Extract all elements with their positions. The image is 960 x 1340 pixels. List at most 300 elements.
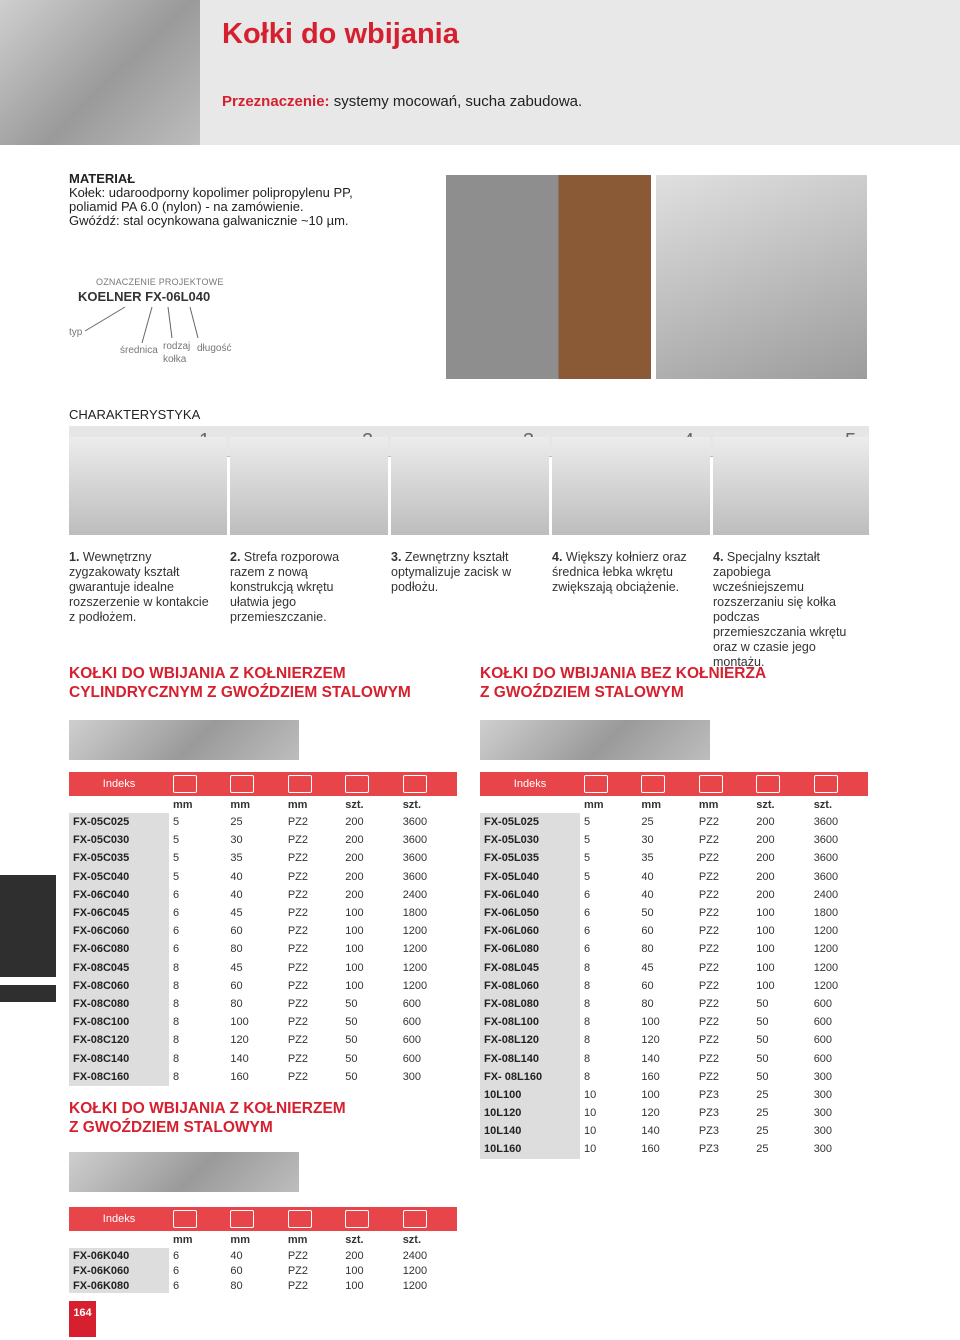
material-block	[69, 172, 353, 228]
table-cell: 600	[402, 1052, 422, 1065]
table-cell: 1800	[813, 907, 839, 920]
table-row	[480, 849, 868, 867]
product-index: FX-08C100	[69, 1013, 169, 1031]
unit-label: mm	[173, 1233, 193, 1246]
table-cell: 8	[584, 1070, 591, 1083]
product-index: FX-08C140	[69, 1049, 169, 1067]
table-cell: 2400	[402, 1249, 428, 1262]
table-cell: 8	[173, 961, 180, 974]
table-row	[480, 1140, 868, 1158]
table-cell: 600	[402, 1016, 422, 1029]
product-index: FX-08C045	[69, 959, 169, 977]
side-tab-marker	[0, 985, 56, 1002]
table-row	[480, 940, 868, 958]
column-header-index: Indeks	[69, 772, 169, 796]
product-index: FX-08L140	[480, 1049, 580, 1067]
designation-label: OZNACZENIE PROJEKTOWE	[96, 277, 224, 287]
table-cell: PZ2	[287, 1279, 309, 1292]
table-cell: 5	[173, 816, 180, 829]
table-cell: 10	[584, 1143, 597, 1156]
table-cell: 6	[173, 925, 180, 938]
table-cell: PZ2	[287, 1052, 309, 1065]
table-cell: 40	[230, 1249, 243, 1262]
box-icon	[752, 772, 809, 796]
table-row	[69, 849, 457, 867]
product-index: FX-06L050	[480, 904, 580, 922]
material-line: Kołek: udaroodporny kopolimer polipropylenu PP,	[69, 185, 353, 200]
table-row	[480, 868, 868, 886]
table-cell: 6	[173, 1264, 180, 1277]
feature-image-3	[391, 437, 549, 535]
table-cell: 200	[345, 816, 364, 829]
table-cell: 8	[584, 997, 591, 1010]
table-cell: 1200	[813, 943, 839, 956]
product-index: FX-05L030	[480, 831, 580, 849]
table-cell: 1200	[813, 979, 839, 992]
table-row	[480, 1104, 868, 1122]
table-row	[69, 940, 457, 958]
table-cell: 60	[641, 925, 654, 938]
table-cell: 600	[813, 1052, 833, 1065]
unit-label: mm	[173, 798, 193, 811]
table-cell: 5	[584, 834, 591, 847]
product-index: FX-08C120	[69, 1031, 169, 1049]
designation-typ: typ	[69, 327, 83, 338]
length-icon	[226, 772, 283, 796]
product-index: FX-05C030	[69, 831, 169, 849]
table-row	[480, 1049, 868, 1067]
table-cell: PZ2	[287, 1034, 309, 1047]
table-cell: PZ2	[287, 961, 309, 974]
section-title-bottom: KOŁKI DO WBIJANIA Z KOŁNIERZEM Z GWOŹDZIEM STALOWYM	[69, 1100, 346, 1136]
table-cell: 25	[756, 1088, 769, 1101]
table-row	[480, 1031, 868, 1049]
table-cell: 40	[230, 870, 243, 883]
designation-rodzaj: rodzaj	[163, 341, 191, 352]
product-index: FX-06C060	[69, 922, 169, 940]
table-cell: 160	[641, 1143, 660, 1156]
table-cell: 45	[230, 961, 243, 974]
table-cell: 1200	[402, 925, 428, 938]
table-cell: 30	[641, 834, 654, 847]
table-row	[69, 959, 457, 977]
table-cell: 600	[813, 997, 833, 1010]
table-cell: 100	[756, 907, 775, 920]
table-cell: PZ2	[287, 1016, 309, 1029]
table-cell: 200	[345, 1249, 364, 1262]
table-cell: 35	[230, 852, 243, 865]
table-cell: PZ2	[698, 816, 720, 829]
material-heading: MATERIAŁ	[69, 171, 136, 186]
page-number: 164	[69, 1301, 96, 1337]
table-cell: 6	[173, 1249, 180, 1262]
table-row	[69, 1248, 457, 1263]
screw-head-icon	[284, 1207, 341, 1231]
table-cell: 6	[173, 888, 180, 901]
table-row	[480, 1086, 868, 1104]
table-cell: 200	[345, 852, 364, 865]
table-row	[69, 831, 457, 849]
drill-icon	[580, 772, 637, 796]
table-cell: 100	[345, 907, 364, 920]
table-cell: 200	[345, 870, 364, 883]
feature-image-2	[230, 437, 388, 535]
table-cell: 100	[345, 1279, 364, 1292]
product-index: FX-06K080	[69, 1278, 169, 1293]
table-cell: 600	[402, 1034, 422, 1047]
table-cell: 100	[230, 1016, 249, 1029]
table-cell: PZ2	[698, 870, 720, 883]
table-cell: 8	[173, 1034, 180, 1047]
table-cell: 300	[402, 1070, 422, 1083]
table-cell: 5	[173, 852, 180, 865]
table-cell: 3600	[402, 816, 428, 829]
units-spacer	[480, 796, 580, 813]
table-cell: 10	[584, 1107, 597, 1120]
table-row	[480, 813, 868, 831]
table-cell: 3600	[402, 834, 428, 847]
anchor-wood-photo	[446, 175, 651, 379]
table-cell: 80	[641, 943, 654, 956]
carton-icon	[399, 772, 457, 796]
characteristics-heading: CHARAKTERYSTYKA	[69, 407, 201, 422]
designation-dlugosc: długość	[197, 343, 232, 354]
table-cell: PZ2	[287, 979, 309, 992]
table-cell: PZ2	[287, 997, 309, 1010]
table-cell: PZ2	[287, 888, 309, 901]
table-cell: 50	[345, 1052, 358, 1065]
drill-icon	[169, 1207, 226, 1231]
product-index: FX-05C040	[69, 868, 169, 886]
units-spacer	[69, 796, 169, 813]
product-index: 10L140	[480, 1122, 580, 1140]
units-spacer	[69, 1231, 169, 1248]
length-icon	[226, 1207, 283, 1231]
table-cell: 1200	[402, 961, 428, 974]
table-cell: PZ3	[698, 1088, 720, 1101]
table-cell: 5	[173, 834, 180, 847]
table-cell: 200	[756, 852, 775, 865]
table-row	[480, 831, 868, 849]
purpose-line: Przeznaczenie: systemy mocowań, sucha zabudowa.	[222, 93, 583, 110]
table-cell: 2400	[813, 888, 839, 901]
table-cell: PZ2	[698, 1034, 720, 1047]
feature-text-5: 4. Specjalny kształt zapobiega wcześniejszemu rozszerzaniu się kołka podczas przemieszczania wkrętu oraz w czasie jego montażu.	[713, 550, 847, 669]
table-cell: 60	[230, 925, 243, 938]
table-cell: PZ2	[287, 816, 309, 829]
designation-code: KOELNER FX-06L040	[78, 289, 211, 304]
product-index: FX-06C040	[69, 886, 169, 904]
table-row	[480, 995, 868, 1013]
feature-text-3: 3. Zewnętrzny kształt optymalizuje zacisk w podłożu.	[391, 550, 512, 594]
table-cell: 100	[641, 1088, 660, 1101]
table-cell: 8	[173, 997, 180, 1010]
table-cell: 100	[345, 961, 364, 974]
table-row	[69, 868, 457, 886]
table-cell: 300	[813, 1125, 833, 1138]
table-cell: 6	[584, 888, 591, 901]
table-cell: 6	[173, 1279, 180, 1292]
unit-label: szt.	[345, 1233, 364, 1246]
feature-text-1: 1. Wewnętrzny zygzakowaty kształt gwarantuje idealne rozszerzenie w kontakcie z podłożem.	[69, 550, 209, 624]
product-index: FX-08L100	[480, 1013, 580, 1031]
table-cell: PZ2	[287, 925, 309, 938]
table-cell: 50	[345, 1034, 358, 1047]
table-cell: 100	[756, 961, 775, 974]
table-cell: 2400	[402, 888, 428, 901]
profile-photo	[656, 175, 867, 379]
table-row	[69, 1031, 457, 1049]
table-cell: 8	[173, 1016, 180, 1029]
product-index: FX-08L045	[480, 959, 580, 977]
table-cell: PZ2	[698, 1016, 720, 1029]
table-cell: 80	[230, 1279, 243, 1292]
feature-image-5	[713, 437, 869, 535]
product-index: FX-06C080	[69, 940, 169, 958]
table-row	[69, 995, 457, 1013]
box-icon	[341, 1207, 398, 1231]
table-row	[69, 1068, 457, 1086]
table-cell: 1200	[813, 925, 839, 938]
table-cell: PZ2	[698, 834, 720, 847]
table-row	[480, 922, 868, 940]
designation-kolka: kołka	[163, 354, 187, 365]
product-table-bottom	[69, 1207, 457, 1293]
unit-label: mm	[584, 798, 604, 811]
table-cell: PZ2	[698, 943, 720, 956]
table-cell: 120	[641, 1107, 660, 1120]
table-row	[69, 1263, 457, 1278]
feature-text-4: 4. Większy kołnierz oraz średnica łebka wkrętu zwiększają obciążenie.	[552, 550, 687, 594]
table-cell: PZ3	[698, 1143, 720, 1156]
table-cell: 8	[584, 961, 591, 974]
table-cell: 25	[756, 1125, 769, 1138]
unit-label: szt.	[756, 798, 775, 811]
table-cell: 3600	[813, 816, 839, 829]
table-row	[480, 977, 868, 995]
table-cell: 45	[641, 961, 654, 974]
table-cell: 80	[230, 997, 243, 1010]
table-cell: 80	[641, 997, 654, 1010]
table-row	[480, 904, 868, 922]
table-cell: 8	[173, 1070, 180, 1083]
table-cell: PZ3	[698, 1125, 720, 1138]
product-index: FX- 08L160	[480, 1068, 580, 1086]
screw-head-icon	[695, 772, 752, 796]
product-index: FX-08C080	[69, 995, 169, 1013]
unit-label: szt.	[813, 798, 833, 811]
table-cell: 200	[345, 834, 364, 847]
table-cell: 200	[756, 834, 775, 847]
unit-label: mm	[287, 798, 308, 811]
table-cell: PZ2	[698, 925, 720, 938]
table-cell: 50	[345, 1016, 358, 1029]
table-cell: 100	[756, 925, 775, 938]
table-cell: 50	[756, 1034, 769, 1047]
table-cell: 1200	[402, 979, 428, 992]
table-cell: 6	[584, 907, 591, 920]
product-index: FX-05L040	[480, 868, 580, 886]
unit-label: mm	[230, 798, 250, 811]
table-row	[69, 1049, 457, 1067]
section-title-left: KOŁKI DO WBIJANIA Z KOŁNIERZEM CYLINDRYCZNYM Z GWOŹDZIEM STALOWYM	[69, 665, 411, 701]
table-row	[69, 1013, 457, 1031]
table-cell: 6	[584, 943, 591, 956]
drill-icon	[169, 772, 226, 796]
table-cell: 100	[641, 1016, 660, 1029]
table-cell: 40	[230, 888, 243, 901]
box-icon	[341, 772, 398, 796]
table-cell: 50	[641, 907, 654, 920]
table-cell: 6	[173, 907, 180, 920]
table-cell: PZ2	[287, 852, 309, 865]
table-cell: 50	[756, 1016, 769, 1029]
table-row	[480, 1013, 868, 1031]
feature-image-1	[69, 437, 227, 535]
unit-label: mm	[641, 798, 661, 811]
product-index: FX-05L035	[480, 849, 580, 867]
table-cell: 120	[230, 1034, 249, 1047]
table-cell: 25	[756, 1107, 769, 1120]
product-index: FX-08L120	[480, 1031, 580, 1049]
table-cell: 5	[173, 870, 180, 883]
table-cell: 100	[756, 979, 775, 992]
table-cell: 8	[584, 1052, 591, 1065]
product-index: FX-05C025	[69, 813, 169, 831]
product-index: FX-08L080	[480, 995, 580, 1013]
feature-text-2: 2. Strefa rozporowa razem z nową konstrukcją wkrętu ułatwia jego przemieszczanie.	[230, 550, 340, 624]
table-cell: 60	[641, 979, 654, 992]
table-cell: 100	[756, 943, 775, 956]
table-row	[69, 904, 457, 922]
table-cell: 5	[584, 852, 591, 865]
page-title: Kołki do wbijania	[222, 18, 459, 50]
table-cell: 1200	[402, 943, 428, 956]
table-cell: 50	[345, 997, 358, 1010]
unit-label: mm	[287, 1233, 308, 1246]
table-cell: 50	[756, 1070, 769, 1083]
screw-head-icon	[284, 772, 341, 796]
table-row	[69, 977, 457, 995]
product-index: FX-06C045	[69, 904, 169, 922]
unit-label: mm	[698, 798, 719, 811]
table-cell: 25	[641, 816, 654, 829]
carton-icon	[399, 1207, 457, 1231]
table-cell: 8	[584, 1034, 591, 1047]
table-cell: 25	[756, 1143, 769, 1156]
table-cell: 100	[345, 925, 364, 938]
product-index: FX-06K040	[69, 1248, 169, 1263]
table-cell: 50	[345, 1070, 358, 1083]
anchor-image-left	[69, 720, 299, 760]
table-cell: 160	[641, 1070, 660, 1083]
product-index: FX-05C035	[69, 849, 169, 867]
table-row	[69, 922, 457, 940]
table-cell: 3600	[813, 870, 839, 883]
product-index: FX-05L025	[480, 813, 580, 831]
table-row	[480, 1122, 868, 1140]
table-cell: PZ2	[698, 907, 720, 920]
product-index: FX-06L080	[480, 940, 580, 958]
table-cell: PZ2	[698, 1052, 720, 1065]
product-index: FX-08C160	[69, 1068, 169, 1086]
side-tab	[0, 875, 56, 977]
column-header-index: Indeks	[69, 1207, 169, 1231]
table-cell: 80	[230, 943, 243, 956]
table-row	[480, 959, 868, 977]
section-title-right: KOŁKI DO WBIJANIA BEZ KOŁNIERZA Z GWOŹDZIEM STALOWYM	[480, 665, 767, 701]
table-row	[69, 813, 457, 831]
product-index: FX-08C060	[69, 977, 169, 995]
table-cell: 300	[813, 1107, 833, 1120]
table-row	[480, 1068, 868, 1086]
column-header-index: Indeks	[480, 772, 580, 796]
table-cell: 30	[230, 834, 243, 847]
table-cell: 140	[641, 1125, 660, 1138]
table-cell: 6	[584, 925, 591, 938]
table-cell: 5	[584, 870, 591, 883]
carton-icon	[810, 772, 868, 796]
anchor-image-bottom	[69, 1152, 299, 1192]
table-cell: 1200	[813, 961, 839, 974]
table-cell: PZ3	[698, 1107, 720, 1120]
table-cell: 8	[584, 979, 591, 992]
table-cell: 6	[173, 943, 180, 956]
product-index: FX-06K060	[69, 1263, 169, 1278]
table-cell: PZ2	[287, 1070, 309, 1083]
table-cell: 25	[230, 816, 243, 829]
material-line: poliamid PA 6.0 (nylon) - na zamówienie.	[69, 199, 304, 214]
table-cell: 8	[173, 979, 180, 992]
designation-arrows	[80, 303, 210, 343]
table-cell: 300	[813, 1088, 833, 1101]
table-cell: 200	[345, 888, 364, 901]
table-cell: 600	[813, 1034, 833, 1047]
table-cell: 40	[641, 870, 654, 883]
table-cell: PZ2	[698, 997, 720, 1010]
table-cell: 100	[345, 979, 364, 992]
designation-srednica: średnica	[120, 345, 158, 356]
table-cell: 140	[230, 1052, 249, 1065]
table-cell: 8	[584, 1016, 591, 1029]
table-cell: PZ2	[287, 834, 309, 847]
table-cell: 40	[641, 888, 654, 901]
table-cell: 60	[230, 1264, 243, 1277]
product-index: 10L100	[480, 1086, 580, 1104]
table-cell: PZ2	[287, 907, 309, 920]
table-cell: 50	[756, 1052, 769, 1065]
table-cell: 200	[756, 816, 775, 829]
table-cell: 1800	[402, 907, 428, 920]
table-cell: 1200	[402, 1264, 428, 1277]
table-cell: 5	[584, 816, 591, 829]
table-cell: PZ2	[698, 979, 720, 992]
table-cell: 600	[813, 1016, 833, 1029]
table-cell: 100	[345, 943, 364, 956]
table-cell: 60	[230, 979, 243, 992]
table-cell: PZ2	[698, 961, 720, 974]
table-cell: 3600	[402, 852, 428, 865]
table-cell: 140	[641, 1052, 660, 1065]
product-index: FX-06L060	[480, 922, 580, 940]
table-cell: 10	[584, 1088, 597, 1101]
product-table-left	[69, 772, 457, 1086]
table-cell: 160	[230, 1070, 249, 1083]
product-table-right	[480, 772, 868, 1159]
table-cell: PZ2	[287, 1264, 309, 1277]
table-cell: 200	[756, 888, 775, 901]
table-cell: 300	[813, 1143, 833, 1156]
